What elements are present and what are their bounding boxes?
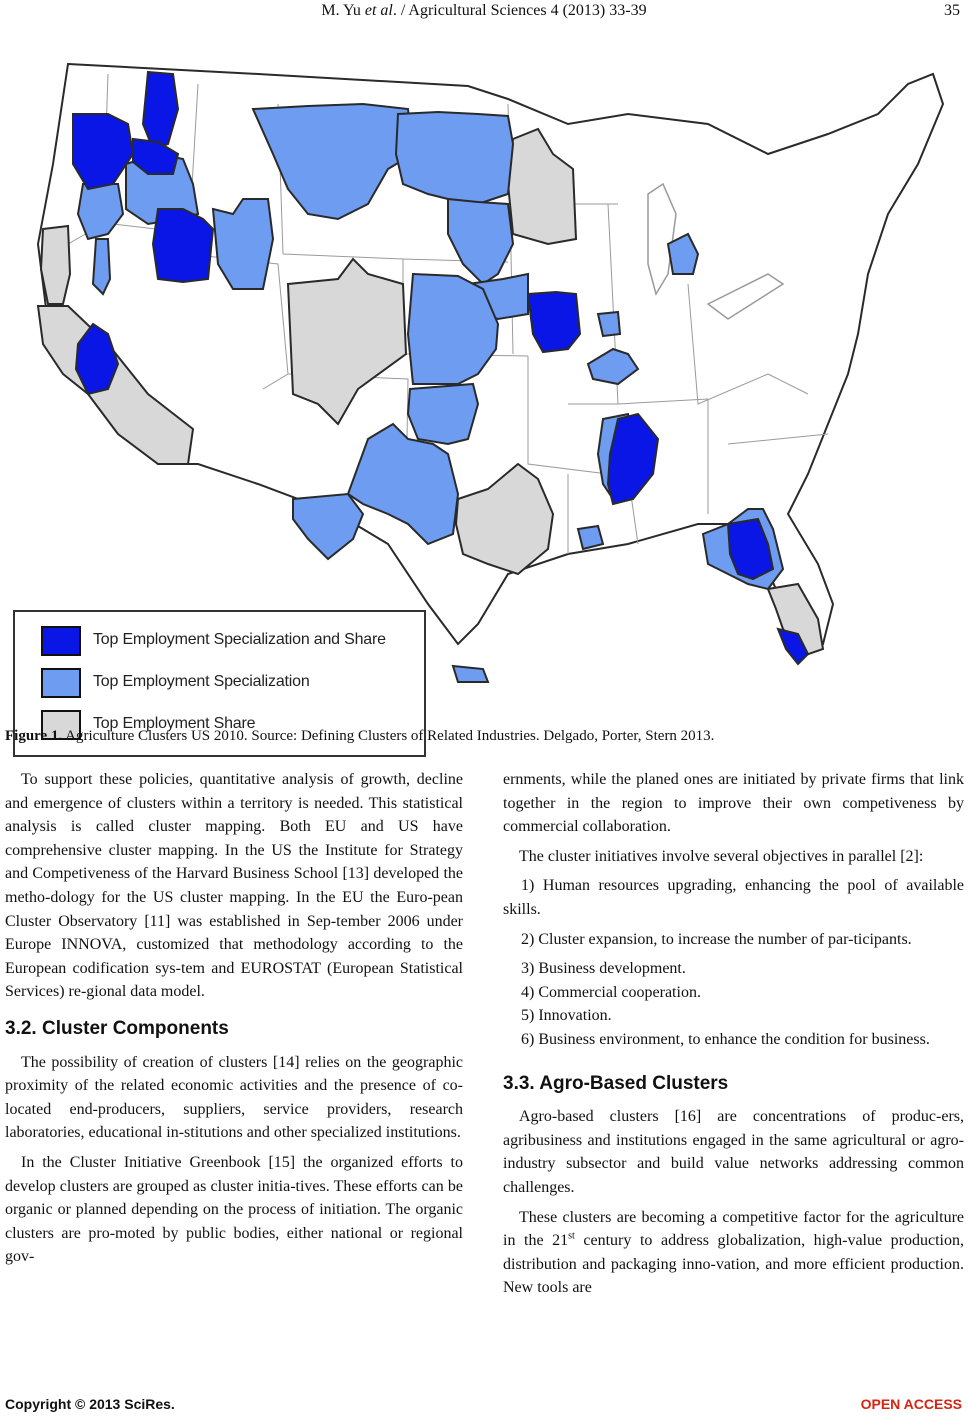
section-heading-3-3: 3.3. Agro-Based Clusters [503, 1072, 729, 1094]
left-column [5, 768, 463, 1269]
right-column [503, 768, 964, 1300]
superscript: st [568, 1230, 575, 1242]
list-item: 4) Commercial cooperation. [521, 983, 701, 1001]
header-etal: et al [364, 2, 393, 19]
list-item: 3) Business development. [521, 960, 686, 978]
header-author: M. Yu [321, 2, 365, 19]
section-heading-3-2: 3.2. Cluster Components [5, 1017, 229, 1039]
legend-item-specialization-and-share [41, 626, 421, 656]
running-head [0, 2, 968, 20]
page-number: 35 [944, 2, 960, 19]
figure-caption [5, 728, 955, 745]
footer-copyright: Copyright © 2013 SciRes. [5, 1396, 175, 1412]
paragraph: ernments, while the planed ones are initiated by private firms that link together in the region to improve their own competiveness by commercial collaboration. [503, 771, 964, 836]
legend-label: Top Employment Share [93, 715, 256, 732]
legend-swatch-light-blue [41, 668, 81, 698]
figure-1 [8, 44, 960, 732]
paragraph: The possibility of creation of clusters [14] relies on the geographic proximity of the related economic activities and the presence of co-located end-producers, suppliers, service providers, research laboratories, educational in-stitutions and other specialized institutions. [5, 1053, 463, 1142]
list-item: 5) Innovation. [521, 1007, 612, 1025]
legend-swatch-dark-blue [41, 626, 81, 656]
paragraph-part: These clusters are becoming a competitive factor for the agriculture in the 21 [503, 1208, 964, 1250]
legend-label: Top Employment Specialization [93, 673, 310, 690]
paragraph [503, 1206, 964, 1300]
legend-item-specialization [41, 668, 421, 698]
list-item: 1) Human resources upgrading, enhancing the pool of available skills. [503, 877, 964, 918]
caption-label: Figure 1. [5, 728, 63, 744]
list-item: 6) Business environment, to enhance the condition for business. [521, 1030, 930, 1048]
list-item: 2) Cluster expansion, to increase the number of par-ticipants. [521, 930, 912, 948]
caption-text: Agriculture Clusters US 2010. Source: Defining Clusters of Related Industries. Delgado, Porter, Stern 2013. [62, 728, 715, 744]
paragraph: The cluster initiatives involve several objectives in parallel [2]: [519, 847, 924, 865]
header-journal: . / Agricultural Sciences 4 (2013) 33-39 [392, 2, 647, 19]
legend-label: Top Employment Specialization and Share [93, 631, 386, 648]
paragraph: Agro-based clusters [16] are concentrations of produc-ers, agribusiness and institutions engaged in the same agricultural or agro-industry subsector and build value networks addressing common challenges. [503, 1108, 964, 1196]
footer-open-access: OPEN ACCESS [860, 1396, 962, 1412]
paragraph-part: century to address globalization, high-value production, distribution and packaging inno-vation, and more efficient production. New tools are [503, 1232, 964, 1297]
paragraph: In the Cluster Initiative Greenbook [15] the organized efforts to develop clusters are grouped as cluster initia-tives. These efforts can be organic or planned depending on the process of initiation. The organic clusters are pro-moted by public bodies, either national or regional gov- [5, 1153, 463, 1266]
paragraph: To support these policies, quantitative analysis of growth, decline and emergence of clusters within a territory is needed. This statistical analysis is called cluster mapping. Both EU and US have comprehensive cluster mapping. In the US the Institute for Strategy and Competiveness of the Harvard Business School [13] developed the metho-dology for the US cluster mapping. In the EU the Euro-pean Cluster Observatory [11] was established in Sep-tember 2006 under Europe INNOVA, customized that methodology according to the European codification sys-tem and EUROSTAT (European Statistical Services) re-gional data model. [5, 771, 463, 1001]
